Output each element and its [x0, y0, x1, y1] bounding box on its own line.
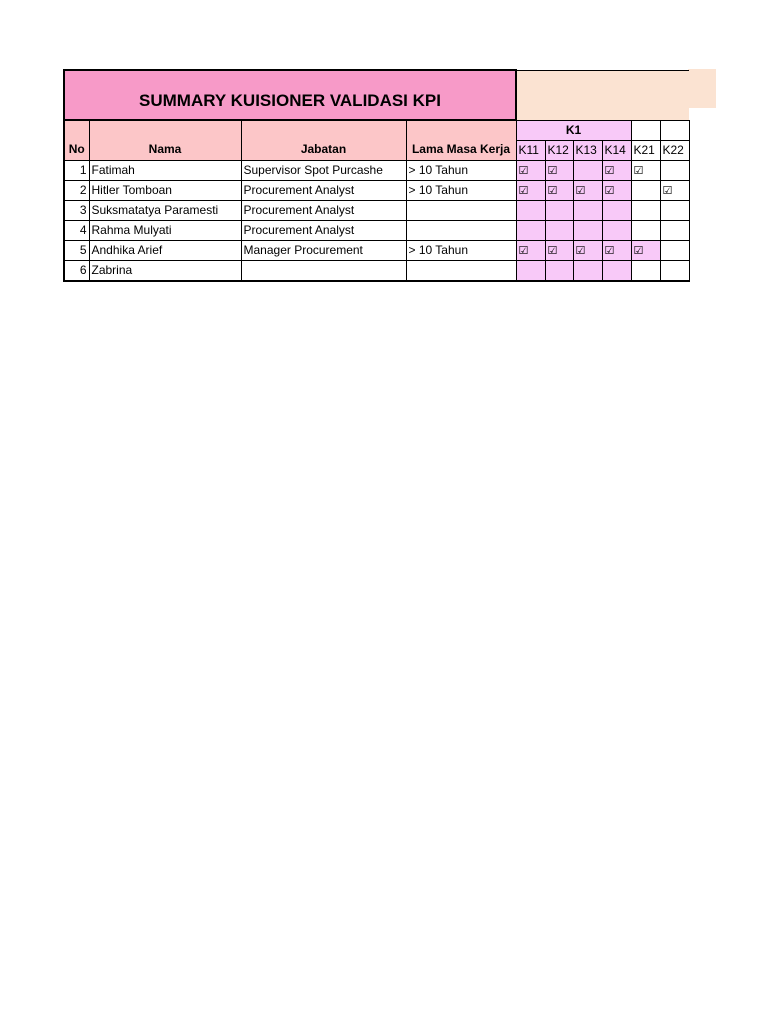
cell-no[interactable]: 6 [64, 260, 89, 281]
cell-k13[interactable] [573, 240, 602, 260]
cell-k13[interactable] [573, 160, 602, 180]
cell-k13[interactable] [573, 200, 602, 220]
cell-k11[interactable] [516, 160, 545, 180]
checkbox-checked-icon: ☑ [633, 163, 644, 177]
cell-no[interactable]: 3 [64, 200, 89, 220]
cell-nama[interactable]: Zabrina [89, 260, 241, 281]
cell-nama[interactable]: Andhika Arief [89, 240, 241, 260]
cell-k22[interactable] [660, 220, 689, 240]
cell-no[interactable]: 5 [64, 240, 89, 260]
cell-nama[interactable]: Rahma Mulyati [89, 220, 241, 240]
header-lama-masa-kerja[interactable]: Lama Masa Kerja [406, 140, 516, 160]
cell-k21[interactable] [631, 200, 660, 220]
group-header-blank-2[interactable] [660, 120, 689, 140]
cell-no[interactable]: 4 [64, 220, 89, 240]
cell-jabatan[interactable]: Manager Procurement [241, 240, 406, 260]
cell-jabatan[interactable]: Procurement Analyst [241, 200, 406, 220]
cell-k11[interactable] [516, 260, 545, 281]
title-row [64, 70, 689, 120]
cell-nama[interactable]: Hitler Tomboan [89, 180, 241, 200]
cell-lama-masa-kerja[interactable]: > 10 Tahun [406, 240, 516, 260]
cell-k22[interactable] [660, 160, 689, 180]
table-row [64, 200, 689, 220]
cell-k11[interactable] [516, 200, 545, 220]
cell-k13[interactable] [573, 260, 602, 281]
table-row [64, 220, 689, 240]
cell-lama-masa-kerja[interactable] [406, 220, 516, 240]
cell-k12[interactable] [545, 220, 573, 240]
cell-jabatan[interactable]: Supervisor Spot Purcashe [241, 160, 406, 180]
cell-k12[interactable] [545, 160, 573, 180]
checkbox-checked-icon: ☑ [662, 183, 673, 197]
cell-lama-masa-kerja[interactable] [406, 260, 516, 281]
header-panel[interactable] [516, 70, 689, 120]
header-k21[interactable]: K21 [631, 140, 660, 160]
cell-nama[interactable]: Fatimah [89, 160, 241, 180]
checkbox-checked-icon: ☑ [633, 243, 644, 257]
cell-k22[interactable] [660, 240, 689, 260]
header-jabatan-top[interactable] [241, 120, 406, 140]
cell-k21[interactable] [631, 260, 660, 281]
checkbox-checked-icon: ☑ [575, 243, 586, 257]
header-k22[interactable]: K22 [660, 140, 689, 160]
checkbox-checked-icon: ☑ [604, 243, 615, 257]
checkbox-checked-icon: ☑ [547, 183, 558, 197]
cell-jabatan[interactable]: Procurement Analyst [241, 180, 406, 200]
header-nama[interactable]: Nama [89, 140, 241, 160]
group-header-row [64, 120, 689, 140]
cell-k14[interactable] [602, 180, 631, 200]
header-jabatan[interactable]: Jabatan [241, 140, 406, 160]
cell-k14[interactable] [602, 240, 631, 260]
cell-no[interactable]: 2 [64, 180, 89, 200]
cell-k11[interactable] [516, 180, 545, 200]
header-lama-top[interactable] [406, 120, 516, 140]
header-k13[interactable]: K13 [573, 140, 602, 160]
cell-k12[interactable] [545, 200, 573, 220]
cell-k13[interactable] [573, 180, 602, 200]
checkbox-checked-icon: ☑ [575, 183, 586, 197]
cell-k13[interactable] [573, 220, 602, 240]
cell-k21[interactable] [631, 160, 660, 180]
cell-lama-masa-kerja[interactable]: > 10 Tahun [406, 180, 516, 200]
checkbox-checked-icon: ☑ [604, 183, 615, 197]
cell-k22[interactable] [660, 200, 689, 220]
cell-nama[interactable]: Suksmatatya Paramesti [89, 200, 241, 220]
cell-k21[interactable] [631, 180, 660, 200]
header-no[interactable]: No [64, 140, 89, 160]
cell-k21[interactable] [631, 220, 660, 240]
cell-jabatan[interactable] [241, 260, 406, 281]
header-k12[interactable]: K12 [545, 140, 573, 160]
cell-k12[interactable] [545, 240, 573, 260]
cell-k22[interactable] [660, 180, 689, 200]
header-no-top[interactable] [64, 120, 89, 140]
checkbox-checked-icon: ☑ [547, 243, 558, 257]
header-panel-extension [688, 69, 716, 108]
cell-k14[interactable] [602, 200, 631, 220]
cell-k12[interactable] [545, 260, 573, 281]
cell-jabatan[interactable]: Procurement Analyst [241, 220, 406, 240]
header-nama-top[interactable] [89, 120, 241, 140]
checkbox-checked-icon: ☑ [518, 183, 529, 197]
cell-lama-masa-kerja[interactable]: > 10 Tahun [406, 160, 516, 180]
cell-k14[interactable] [602, 160, 631, 180]
table-row [64, 180, 689, 200]
table-row [64, 160, 689, 180]
column-header-row [64, 140, 689, 160]
group-header-k1[interactable]: K1 [516, 120, 631, 140]
cell-k21[interactable] [631, 240, 660, 260]
cell-k11[interactable] [516, 220, 545, 240]
checkbox-checked-icon: ☑ [518, 163, 529, 177]
kpi-summary-table [63, 69, 690, 282]
header-k11[interactable]: K11 [516, 140, 545, 160]
table-row [64, 260, 689, 281]
header-k14[interactable]: K14 [602, 140, 631, 160]
cell-k14[interactable] [602, 260, 631, 281]
sheet-title[interactable]: SUMMARY KUISIONER VALIDASI KPI [64, 70, 516, 120]
table-row [64, 240, 689, 260]
cell-k11[interactable] [516, 240, 545, 260]
cell-k14[interactable] [602, 220, 631, 240]
checkbox-checked-icon: ☑ [604, 163, 615, 177]
cell-no[interactable]: 1 [64, 160, 89, 180]
checkbox-checked-icon: ☑ [547, 163, 558, 177]
cell-lama-masa-kerja[interactable] [406, 200, 516, 220]
checkbox-checked-icon: ☑ [518, 243, 529, 257]
cell-k22[interactable] [660, 260, 689, 281]
cell-k12[interactable] [545, 180, 573, 200]
group-header-blank-1[interactable] [631, 120, 660, 140]
